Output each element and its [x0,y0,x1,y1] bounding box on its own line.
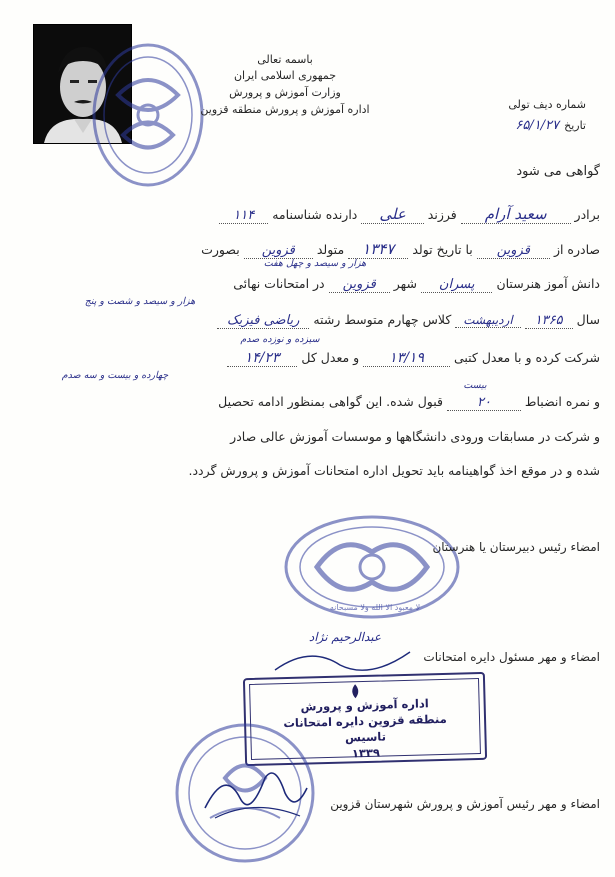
line-discipline [50,394,600,410]
stamp-line-3: تاسیس [344,729,387,745]
line-exam [60,312,600,328]
school-city: قزوین [329,277,390,293]
label-student-of: دانش آموز هنرستان [496,276,600,291]
total-average: ۱۴/۲۳ [227,350,298,367]
discipline-grade: ۲۰ [447,395,521,411]
exams-signature-label: امضاء و مهر مسئول دایره امتحانات [423,650,600,664]
stamp-line-2: منطقه قزوین دایره امتحانات [283,711,447,731]
director-signature-label: امضاء و مهر رئیس آموزش و پرورش شهرستان قزوین [330,797,600,811]
written-average: ۱۳/۱۹ [363,350,450,367]
line-name [60,205,600,223]
birth-year: ۱۳۴۷ [348,240,408,259]
label-child-of: فرزند [427,207,457,222]
label-class-field: کلاس چهارم متوسط رشته [313,312,452,327]
reference-number-label: شماره دیف تولی [508,98,586,111]
stamp-line-1: اداره آموزش و پرورش [300,696,429,714]
discipline-words: بیست [463,380,487,391]
line-purpose: و شرکت در مسابقات ورودی دانشگاهها و موسسات آموزش عالی صادر [230,429,600,444]
exam-session: اردیبهشت [455,313,520,328]
written-average-words: سیزده و نوزده صدم [240,334,320,345]
header-ministry: وزارت آموزش و پرورش [229,86,341,99]
date-label: تاریخ [564,119,586,132]
total-average-words: چهارده و بیست و سه صدم [61,370,169,381]
birth-place: قزوین [244,243,313,259]
label-born: متولد [316,242,345,257]
label-discipline: و نمره انضباط [524,394,600,409]
header-country: جمهوری اسلامی ایران [233,69,337,82]
label-birth-date: با تاریخ تولد [412,242,473,257]
director-signature-scribble [195,758,315,828]
label-written-average: شرکت کرده و با معدل کتبی [453,350,600,365]
label-brother: برادر [574,207,600,222]
label-accepted: قبول شده. این گواهی بمنظور ادامه تحصیل [218,394,443,409]
basmala: باسمه تعالی [257,53,313,66]
label-final-exams: در امتحانات نهائی [233,276,325,291]
exam-year: ۱۳۶۵ [525,313,573,329]
exams-signature-scribble [270,640,420,680]
label-as: بصورت [201,242,240,257]
header-office: اداره آموزش و پرورش منطقه قزوین [200,103,370,116]
school-seal-top [88,40,208,190]
seal-inscription: لا معبود الا الله ولا مسبحانه [329,603,421,612]
label-city: شهر [393,276,417,291]
study-field: ریاضی فیزیک [217,313,309,329]
birth-year-words: هزار و سیصد و چهل هفت [263,258,367,269]
line-submission: شده و در موقع اخذ گواهینامه باید تحویل اداره امتحانات آموزش و پرورش گردد. [188,463,600,478]
line-school [60,276,600,292]
stamp-line-4: ۱۳۳۹ [351,745,381,761]
exams-signature-name: عبدالرحیم نژاد [308,630,382,644]
certificate-heading: گواهی می شود [516,164,600,179]
principal-signature-label: امضاء رئیس دبیرستان یا هنرستان [432,540,600,554]
issued-place: قزوین [477,243,550,259]
date-value: ۶۵/۱/۲۷ [515,118,560,133]
reference-date [466,114,586,133]
label-year: سال [576,312,600,327]
school-type: پسران [421,277,493,293]
label-id-holder: دارنده شناسنامه [272,207,358,222]
line-birth [60,240,600,258]
exam-year-words: هزار و سیصد و شصت و پنج [84,296,196,307]
line-averages [60,350,600,366]
label-total-average: و معدل کل [301,350,360,365]
id-number: ۱۱۴ [219,208,268,224]
student-name: سعید آرام [461,205,571,224]
father-name: علی [361,205,423,224]
label-issued-from: صادره از [553,242,600,257]
